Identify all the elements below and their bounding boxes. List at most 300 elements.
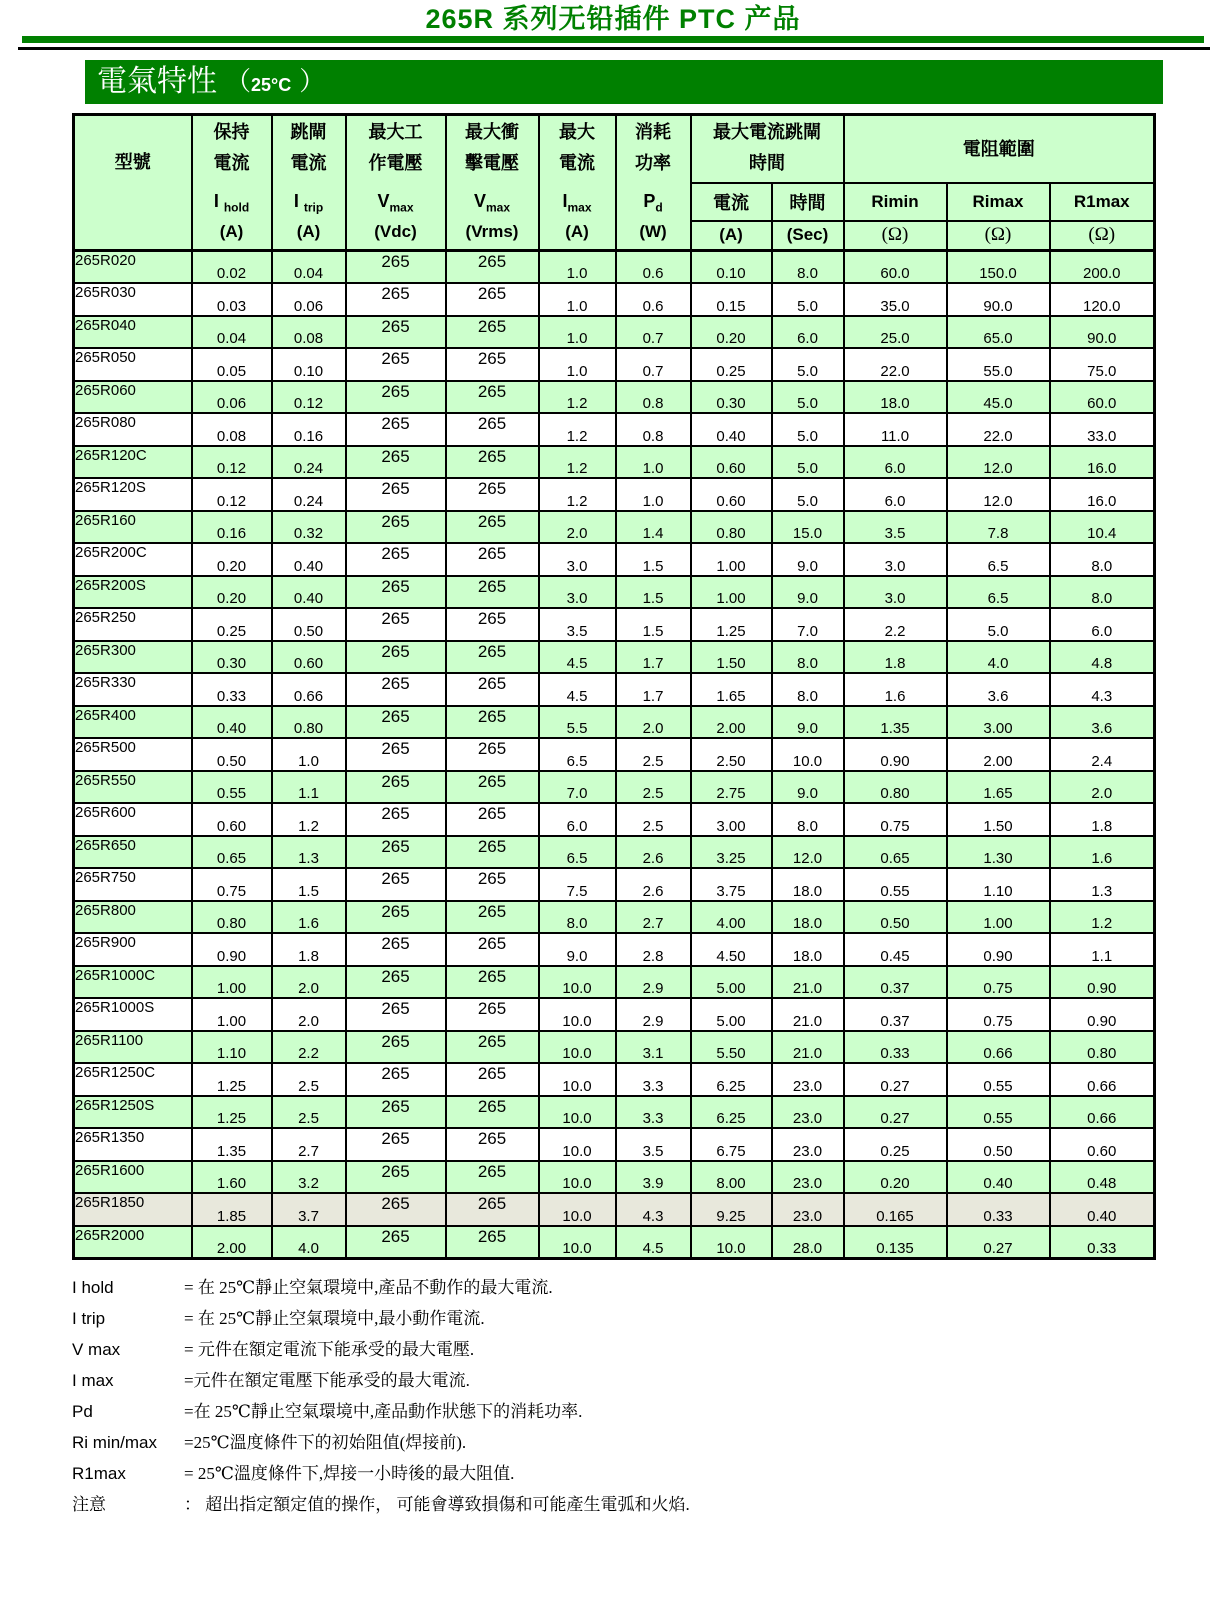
value-cell: 265 xyxy=(346,641,446,674)
value-cell: 2.0 xyxy=(616,706,691,739)
value-cell: 0.10 xyxy=(272,348,346,381)
param-unit: (A) xyxy=(296,222,321,241)
value-cell: 265 xyxy=(346,901,446,934)
value-cell: 5.00 xyxy=(691,998,772,1031)
value-cell: 0.50 xyxy=(272,608,346,641)
model-cell: 265R1100 xyxy=(74,1031,192,1064)
value-cell: 1.25 xyxy=(192,1096,272,1129)
model-cell: 265R1600 xyxy=(74,1161,192,1194)
footnote-definition: = 在 25℃靜止空氣環境中,最小動作電流. xyxy=(184,1308,485,1328)
value-cell: 0.90 xyxy=(1050,998,1155,1031)
value-cell: 23.0 xyxy=(772,1063,844,1096)
footnote-line xyxy=(72,1335,1226,1366)
th-max-surge-voltage xyxy=(446,115,539,251)
header-row-1 xyxy=(74,115,1155,183)
value-cell: 0.55 xyxy=(947,1063,1050,1096)
value-cell: 22.0 xyxy=(844,348,947,381)
value-cell: 3.0 xyxy=(844,543,947,576)
value-cell: 5.0 xyxy=(772,446,844,479)
value-cell: 6.0 xyxy=(844,478,947,511)
value-cell: 0.75 xyxy=(947,966,1050,999)
section-header-bar xyxy=(85,60,1163,104)
value-cell: 0.40 xyxy=(947,1161,1050,1194)
value-cell: 23.0 xyxy=(772,1161,844,1194)
value-cell: 265 xyxy=(346,283,446,316)
value-cell: 265 xyxy=(446,1128,539,1161)
value-cell: 2.5 xyxy=(616,803,691,836)
value-cell: 0.60 xyxy=(1050,1128,1155,1161)
value-cell: 10.0 xyxy=(539,1193,616,1226)
value-cell: 0.8 xyxy=(616,413,691,446)
value-cell: 4.5 xyxy=(539,673,616,706)
value-cell: 2.0 xyxy=(1050,771,1155,804)
value-cell: 1.0 xyxy=(616,446,691,479)
table-row xyxy=(74,901,1155,934)
value-cell: 35.0 xyxy=(844,283,947,316)
value-cell: 1.2 xyxy=(272,803,346,836)
value-cell: 120.0 xyxy=(1050,283,1155,316)
value-cell: 265 xyxy=(346,413,446,446)
model-cell: 265R2000 xyxy=(74,1226,192,1259)
table-row xyxy=(74,283,1155,316)
value-cell: 0.20 xyxy=(844,1161,947,1194)
value-cell: 0.12 xyxy=(192,446,272,479)
model-cell: 265R1250S xyxy=(74,1096,192,1129)
param-label-line1: 最大衝 xyxy=(465,122,519,142)
value-cell: 6.0 xyxy=(1050,608,1155,641)
param-label-line1: 最大工 xyxy=(368,122,423,142)
value-cell: 3.6 xyxy=(947,673,1050,706)
value-cell: 0.30 xyxy=(192,641,272,674)
value-cell: 2.9 xyxy=(616,966,691,999)
value-cell: 0.60 xyxy=(272,641,346,674)
value-cell: 2.7 xyxy=(616,901,691,934)
value-cell: 65.0 xyxy=(947,316,1050,349)
value-cell: 5.50 xyxy=(691,1031,772,1064)
value-cell: 10.0 xyxy=(539,1096,616,1129)
model-cell: 265R800 xyxy=(74,901,192,934)
model-cell: 265R1250C xyxy=(74,1063,192,1096)
value-cell: 1.7 xyxy=(616,641,691,674)
value-cell: 1.0 xyxy=(539,283,616,316)
value-cell: 1.50 xyxy=(947,803,1050,836)
value-cell: 0.33 xyxy=(1050,1226,1155,1259)
value-cell: 265 xyxy=(446,868,539,901)
value-cell: 0.37 xyxy=(844,966,947,999)
value-cell: 0.60 xyxy=(691,478,772,511)
param-symbol: $V_{max}$ xyxy=(377,191,414,215)
value-cell: 1.5 xyxy=(616,576,691,609)
value-cell: 1.10 xyxy=(947,868,1050,901)
value-cell: 21.0 xyxy=(772,966,844,999)
value-cell: 1.8 xyxy=(272,933,346,966)
value-cell: 3.00 xyxy=(947,706,1050,739)
value-cell: 0.75 xyxy=(844,803,947,836)
table-row xyxy=(74,673,1155,706)
value-cell: 0.48 xyxy=(1050,1161,1155,1194)
table-row xyxy=(74,1161,1155,1194)
footnote-definition: =元件在額定電壓下能承受的最大電流. xyxy=(184,1370,470,1390)
value-cell: 265 xyxy=(346,316,446,349)
value-cell: 3.9 xyxy=(616,1161,691,1194)
model-cell: 265R400 xyxy=(74,706,192,739)
value-cell: 0.12 xyxy=(192,478,272,511)
param-unit: (Vdc) xyxy=(374,222,417,241)
value-cell: 2.00 xyxy=(691,706,772,739)
value-cell: 1.6 xyxy=(844,673,947,706)
value-cell: 0.80 xyxy=(691,511,772,544)
footnote-term: I hold xyxy=(72,1277,114,1297)
value-cell: 2.50 xyxy=(691,738,772,771)
value-cell: 9.0 xyxy=(772,706,844,739)
page-title: 265R 系列无铅插件 PTC 产品 xyxy=(425,4,801,34)
value-cell: 265 xyxy=(446,543,539,576)
value-cell: 0.25 xyxy=(691,348,772,381)
table-row xyxy=(74,1226,1155,1259)
value-cell: 1.1 xyxy=(272,771,346,804)
value-cell: 3.0 xyxy=(539,576,616,609)
value-cell: 4.0 xyxy=(272,1226,346,1259)
value-cell: 1.3 xyxy=(1050,868,1155,901)
model-cell: 265R200C xyxy=(74,543,192,576)
value-cell: 3.75 xyxy=(691,868,772,901)
value-cell: 0.08 xyxy=(272,316,346,349)
value-cell: 1.00 xyxy=(947,901,1050,934)
value-cell: 1.00 xyxy=(691,576,772,609)
footnote-line xyxy=(72,1304,1226,1335)
value-cell: 4.50 xyxy=(691,933,772,966)
value-cell: 5.00 xyxy=(691,966,772,999)
footnote-term: Ri min/max xyxy=(72,1432,158,1452)
param-label-line1: 最大 xyxy=(559,122,595,142)
table-row xyxy=(74,1096,1155,1129)
value-cell: 6.5 xyxy=(947,576,1050,609)
value-cell: 6.25 xyxy=(691,1096,772,1129)
value-cell: 8.0 xyxy=(772,673,844,706)
value-cell: 3.25 xyxy=(691,836,772,869)
value-cell: 0.80 xyxy=(272,706,346,739)
param-label-line1: 保持 xyxy=(213,122,250,142)
model-cell: 265R080 xyxy=(74,413,192,446)
value-cell: 265 xyxy=(446,608,539,641)
table-row xyxy=(74,511,1155,544)
table-row xyxy=(74,1128,1155,1161)
param-label-line2: 電流 xyxy=(213,153,250,173)
footnote-term: R1max xyxy=(72,1463,126,1483)
param-label-line2: 擊電壓 xyxy=(465,153,519,173)
value-cell: 0.33 xyxy=(192,673,272,706)
value-cell: 2.0 xyxy=(272,998,346,1031)
value-cell: 265 xyxy=(346,673,446,706)
value-cell: 265 xyxy=(346,706,446,739)
value-cell: 33.0 xyxy=(1050,413,1155,446)
th-power-dissipation xyxy=(616,115,691,251)
table-row xyxy=(74,1193,1155,1226)
value-cell: 265 xyxy=(446,478,539,511)
value-cell: 1.35 xyxy=(192,1128,272,1161)
value-cell: 0.135 xyxy=(844,1226,947,1259)
model-cell: 265R060 xyxy=(74,381,192,414)
footnote-line xyxy=(72,1366,1226,1397)
value-cell: 8.0 xyxy=(772,251,844,284)
param-label-line1: 跳閘 xyxy=(290,122,327,142)
value-cell: 4.5 xyxy=(539,641,616,674)
value-cell: 10.0 xyxy=(539,966,616,999)
value-cell: 0.50 xyxy=(947,1128,1050,1161)
value-cell: 12.0 xyxy=(947,446,1050,479)
value-cell: 265 xyxy=(446,576,539,609)
value-cell: 25.0 xyxy=(844,316,947,349)
value-cell: 9.0 xyxy=(539,933,616,966)
value-cell: 16.0 xyxy=(1050,478,1155,511)
footnote-definition: =25℃溫度條件下的初始阻值(焊接前). xyxy=(184,1432,467,1452)
value-cell: 0.66 xyxy=(947,1031,1050,1064)
value-cell: 0.40 xyxy=(192,706,272,739)
value-cell: 265 xyxy=(446,998,539,1031)
value-cell: 5.0 xyxy=(772,348,844,381)
value-cell: 10.0 xyxy=(691,1226,772,1259)
model-cell: 265R030 xyxy=(74,283,192,316)
value-cell: 90.0 xyxy=(947,283,1050,316)
value-cell: 0.12 xyxy=(272,381,346,414)
value-cell: 0.08 xyxy=(192,413,272,446)
value-cell: 0.24 xyxy=(272,446,346,479)
value-cell: 0.55 xyxy=(947,1096,1050,1129)
table-row xyxy=(74,316,1155,349)
footnote-definition: = 25℃溫度條件下,焊接一小時後的最大阻值. xyxy=(184,1463,515,1483)
value-cell: 0.16 xyxy=(272,413,346,446)
unit-trip-current: (A) xyxy=(691,221,772,251)
value-cell: 23.0 xyxy=(772,1128,844,1161)
th-trip-time-sub: 時間 xyxy=(772,183,844,221)
value-cell: 9.25 xyxy=(691,1193,772,1226)
value-cell: 265 xyxy=(346,1161,446,1194)
value-cell: 11.0 xyxy=(844,413,947,446)
table-row xyxy=(74,608,1155,641)
value-cell: 265 xyxy=(346,251,446,284)
value-cell: 2.9 xyxy=(616,998,691,1031)
model-cell: 265R1350 xyxy=(74,1128,192,1161)
param-symbol-sub: max xyxy=(567,200,592,215)
value-cell: 2.2 xyxy=(844,608,947,641)
table-row xyxy=(74,543,1155,576)
value-cell: 6.5 xyxy=(947,543,1050,576)
model-cell: 265R750 xyxy=(74,868,192,901)
model-cell: 265R1000S xyxy=(74,998,192,1031)
table-row xyxy=(74,446,1155,479)
value-cell: 1.3 xyxy=(272,836,346,869)
value-cell: 1.35 xyxy=(844,706,947,739)
value-cell: 0.32 xyxy=(272,511,346,544)
value-cell: 10.0 xyxy=(539,1161,616,1194)
resistance-group-title: 電阻範圍 xyxy=(962,138,1035,159)
value-cell: 8.0 xyxy=(772,803,844,836)
model-cell: 265R250 xyxy=(74,608,192,641)
value-cell: 8.0 xyxy=(539,901,616,934)
value-cell: 8.0 xyxy=(1050,576,1155,609)
table-row xyxy=(74,413,1155,446)
value-cell: 3.3 xyxy=(616,1063,691,1096)
value-cell: 9.0 xyxy=(772,576,844,609)
th-max-operating-voltage xyxy=(346,115,446,251)
param-symbol: I $_{trip}$ xyxy=(293,191,324,215)
value-cell: 0.05 xyxy=(192,348,272,381)
value-cell: 90.0 xyxy=(1050,316,1155,349)
value-cell: 23.0 xyxy=(772,1096,844,1129)
value-cell: 0.80 xyxy=(844,771,947,804)
model-cell: 265R300 xyxy=(74,641,192,674)
value-cell: 0.60 xyxy=(691,446,772,479)
value-cell: 2.5 xyxy=(272,1096,346,1129)
value-cell: 0.20 xyxy=(192,576,272,609)
value-cell: 265 xyxy=(346,1226,446,1259)
value-cell: 23.0 xyxy=(772,1193,844,1226)
value-cell: 8.00 xyxy=(691,1161,772,1194)
value-cell: 6.0 xyxy=(844,446,947,479)
value-cell: 265 xyxy=(346,1193,446,1226)
value-cell: 0.27 xyxy=(844,1096,947,1129)
value-cell: 265 xyxy=(446,1031,539,1064)
value-cell: 10.4 xyxy=(1050,511,1155,544)
value-cell: 2.5 xyxy=(616,771,691,804)
value-cell: 1.0 xyxy=(616,478,691,511)
value-cell: 2.5 xyxy=(616,738,691,771)
value-cell: 0.165 xyxy=(844,1193,947,1226)
model-cell: 265R050 xyxy=(74,348,192,381)
value-cell: 265 xyxy=(446,966,539,999)
model-cell: 265R500 xyxy=(74,738,192,771)
table-body xyxy=(74,251,1155,1259)
value-cell: 1.00 xyxy=(691,543,772,576)
value-cell: 5.0 xyxy=(772,478,844,511)
value-cell: 265 xyxy=(346,1096,446,1129)
value-cell: 265 xyxy=(346,868,446,901)
value-cell: 265 xyxy=(446,446,539,479)
param-unit: (W) xyxy=(639,222,667,241)
value-cell: 10.0 xyxy=(539,998,616,1031)
param-unit: (Vrms) xyxy=(465,222,519,241)
model-cell: 265R600 xyxy=(74,803,192,836)
value-cell: 265 xyxy=(446,316,539,349)
param-symbol: $I_{max}$ xyxy=(562,191,592,215)
value-cell: 0.25 xyxy=(844,1128,947,1161)
value-cell: 0.90 xyxy=(947,933,1050,966)
value-cell: 265 xyxy=(446,381,539,414)
value-cell: 12.0 xyxy=(772,836,844,869)
footnote-line xyxy=(72,1428,1226,1459)
table-row xyxy=(74,803,1155,836)
value-cell: 0.65 xyxy=(844,836,947,869)
value-cell: 1.8 xyxy=(844,641,947,674)
value-cell: 6.5 xyxy=(539,836,616,869)
value-cell: 4.3 xyxy=(616,1193,691,1226)
value-cell: 1.1 xyxy=(1050,933,1155,966)
value-cell: 6.5 xyxy=(539,738,616,771)
value-cell: 265 xyxy=(346,511,446,544)
value-cell: 0.03 xyxy=(192,283,272,316)
value-cell: 265 xyxy=(446,1193,539,1226)
value-cell: 2.4 xyxy=(1050,738,1155,771)
value-cell: 0.60 xyxy=(192,803,272,836)
unit-rimax: (Ω) xyxy=(947,221,1050,251)
value-cell: 0.27 xyxy=(844,1063,947,1096)
value-cell: 22.0 xyxy=(947,413,1050,446)
th-trip-current-sub: 電流 xyxy=(691,183,772,221)
value-cell: 1.5 xyxy=(272,868,346,901)
value-cell: 4.3 xyxy=(1050,673,1155,706)
value-cell: 1.2 xyxy=(539,413,616,446)
model-header-label: 型號 xyxy=(114,151,151,172)
param-symbol-sub: d xyxy=(655,200,663,215)
table-row xyxy=(74,966,1155,999)
footnote-term: 注意 xyxy=(72,1494,106,1514)
value-cell: 7.5 xyxy=(539,868,616,901)
value-cell: 2.0 xyxy=(539,511,616,544)
value-cell: 1.60 xyxy=(192,1161,272,1194)
param-symbol: $V_{max}$ xyxy=(473,191,511,215)
value-cell: 3.0 xyxy=(844,576,947,609)
value-cell: 4.8 xyxy=(1050,641,1155,674)
value-cell: 0.7 xyxy=(616,348,691,381)
value-cell: 1.65 xyxy=(691,673,772,706)
value-cell: 0.24 xyxy=(272,478,346,511)
value-cell: 150.0 xyxy=(947,251,1050,284)
value-cell: 1.2 xyxy=(1050,901,1155,934)
value-cell: 3.5 xyxy=(616,1128,691,1161)
value-cell: 0.55 xyxy=(844,868,947,901)
model-cell: 265R160 xyxy=(74,511,192,544)
th-rimin: Rimin xyxy=(844,183,947,221)
value-cell: 1.25 xyxy=(192,1063,272,1096)
th-resistance-range-group xyxy=(844,115,1155,183)
value-cell: 1.00 xyxy=(192,998,272,1031)
value-cell: 1.6 xyxy=(1050,836,1155,869)
value-cell: 0.06 xyxy=(272,283,346,316)
value-cell: 0.20 xyxy=(691,316,772,349)
unit-rimin: (Ω) xyxy=(844,221,947,251)
table-row xyxy=(74,706,1155,739)
value-cell: 265 xyxy=(346,836,446,869)
title-underline-black xyxy=(18,47,1210,50)
value-cell: 0.7 xyxy=(616,316,691,349)
value-cell: 1.0 xyxy=(272,738,346,771)
table-row xyxy=(74,836,1155,869)
value-cell: 3.2 xyxy=(272,1161,346,1194)
value-cell: 45.0 xyxy=(947,381,1050,414)
value-cell: 18.0 xyxy=(772,868,844,901)
value-cell: 10.0 xyxy=(772,738,844,771)
value-cell: 5.0 xyxy=(772,381,844,414)
value-cell: 265 xyxy=(446,933,539,966)
value-cell: 0.8 xyxy=(616,381,691,414)
value-cell: 21.0 xyxy=(772,1031,844,1064)
value-cell: 2.6 xyxy=(616,836,691,869)
value-cell: 265 xyxy=(446,673,539,706)
value-cell: 1.6 xyxy=(272,901,346,934)
value-cell: 0.50 xyxy=(192,738,272,771)
model-cell: 265R650 xyxy=(74,836,192,869)
table-row xyxy=(74,251,1155,284)
section-temperature: 25°C xyxy=(251,75,292,95)
value-cell: 7.0 xyxy=(539,771,616,804)
footnote-line xyxy=(72,1490,1226,1521)
value-cell: 0.66 xyxy=(1050,1096,1155,1129)
value-cell: 265 xyxy=(446,836,539,869)
value-cell: 2.00 xyxy=(192,1226,272,1259)
th-hold-current xyxy=(192,115,272,251)
value-cell: 1.0 xyxy=(539,348,616,381)
param-unit: (A) xyxy=(565,222,589,241)
